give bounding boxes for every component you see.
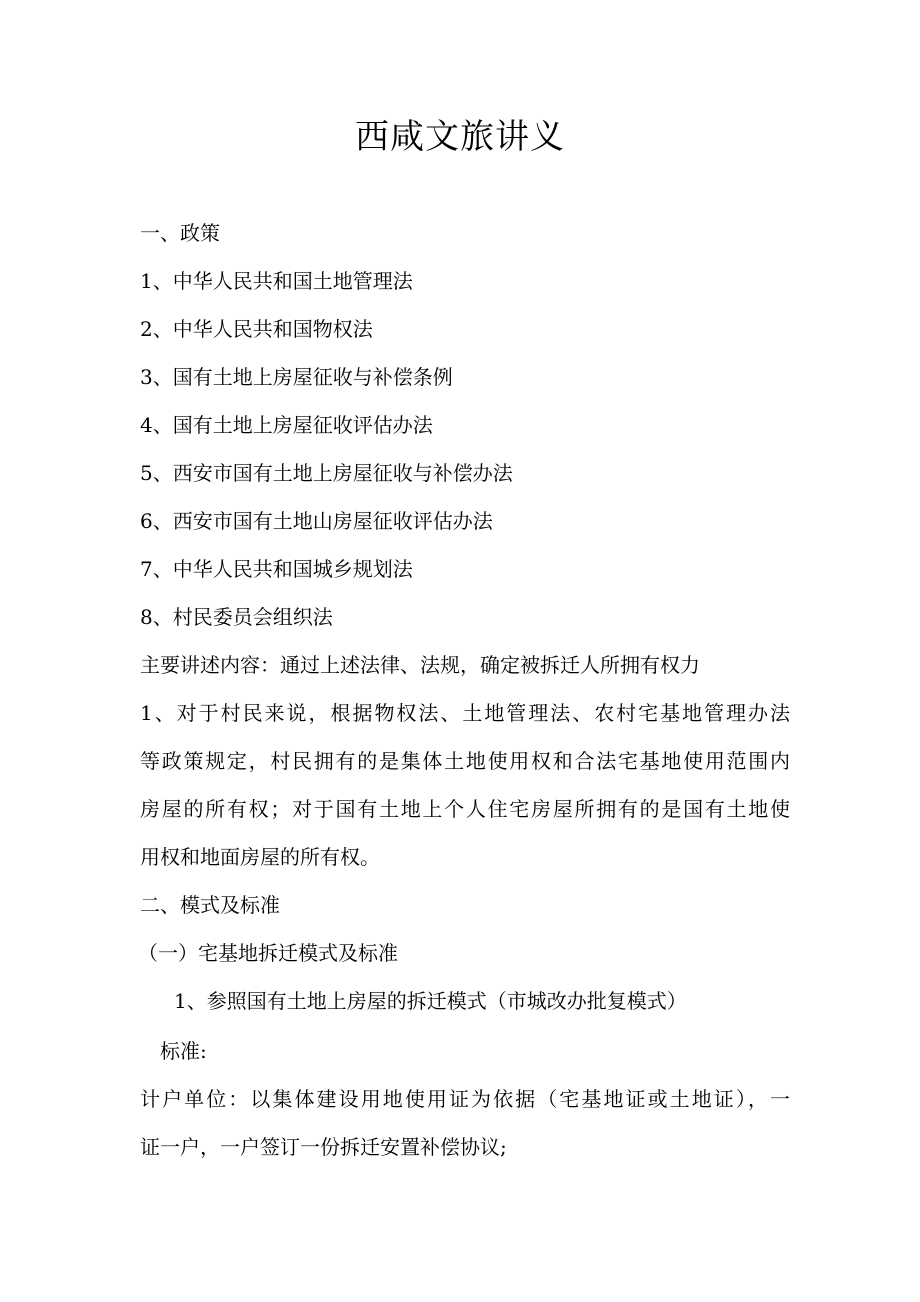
paragraph-line: 用权和地面房屋的所有权。 [140,845,380,869]
standard-label: 标准: [160,1039,207,1063]
policy-item: 6、西安市国有土地山房屋征收评估办法 [140,509,493,533]
section-heading-model: 二、模式及标准 [140,893,280,917]
summary-paragraph: 主要讲述内容：通过上述法律、法规，确定被拆迁人所拥有权力 [140,653,700,677]
policy-item: 4、国有土地上房屋征收评估办法 [140,413,433,437]
policy-item: 3、国有土地上房屋征收与补偿条例 [140,365,453,389]
paragraph-line: 证一户，一户签订一份拆迁安置补偿协议; [140,1135,507,1159]
paragraph-line: 计户单位：以集体建设用地使用证为依据（宅基地证或土地证），一 [140,1087,790,1111]
policy-item: 1、中华人民共和国土地管理法 [140,269,413,293]
section-heading-policy: 一、政策 [140,221,220,245]
subsection-heading: （一）宅基地拆迁模式及标准 [138,941,398,965]
policy-item: 5、西安市国有土地上房屋征收与补偿办法 [140,461,513,485]
paragraph-line: 房屋的所有权；对于国有土地上个人住宅房屋所拥有的是国有土地使 [140,797,790,821]
policy-item: 2、中华人民共和国物权法 [140,317,373,341]
paragraph-line: 1、对于村民来说，根据物权法、土地管理法、农村宅基地管理办法 [140,701,790,725]
policy-item: 7、中华人民共和国城乡规划法 [140,557,413,581]
page-title: 西咸文旅讲义 [355,117,565,157]
paragraph-line: 等政策规定，村民拥有的是集体土地使用权和合法宅基地使用范围内 [140,749,790,773]
model-item: 1、参照国有土地上房屋的拆迁模式（市城改办批复模式） [174,989,687,1013]
policy-item: 8、村民委员会组织法 [140,605,333,629]
